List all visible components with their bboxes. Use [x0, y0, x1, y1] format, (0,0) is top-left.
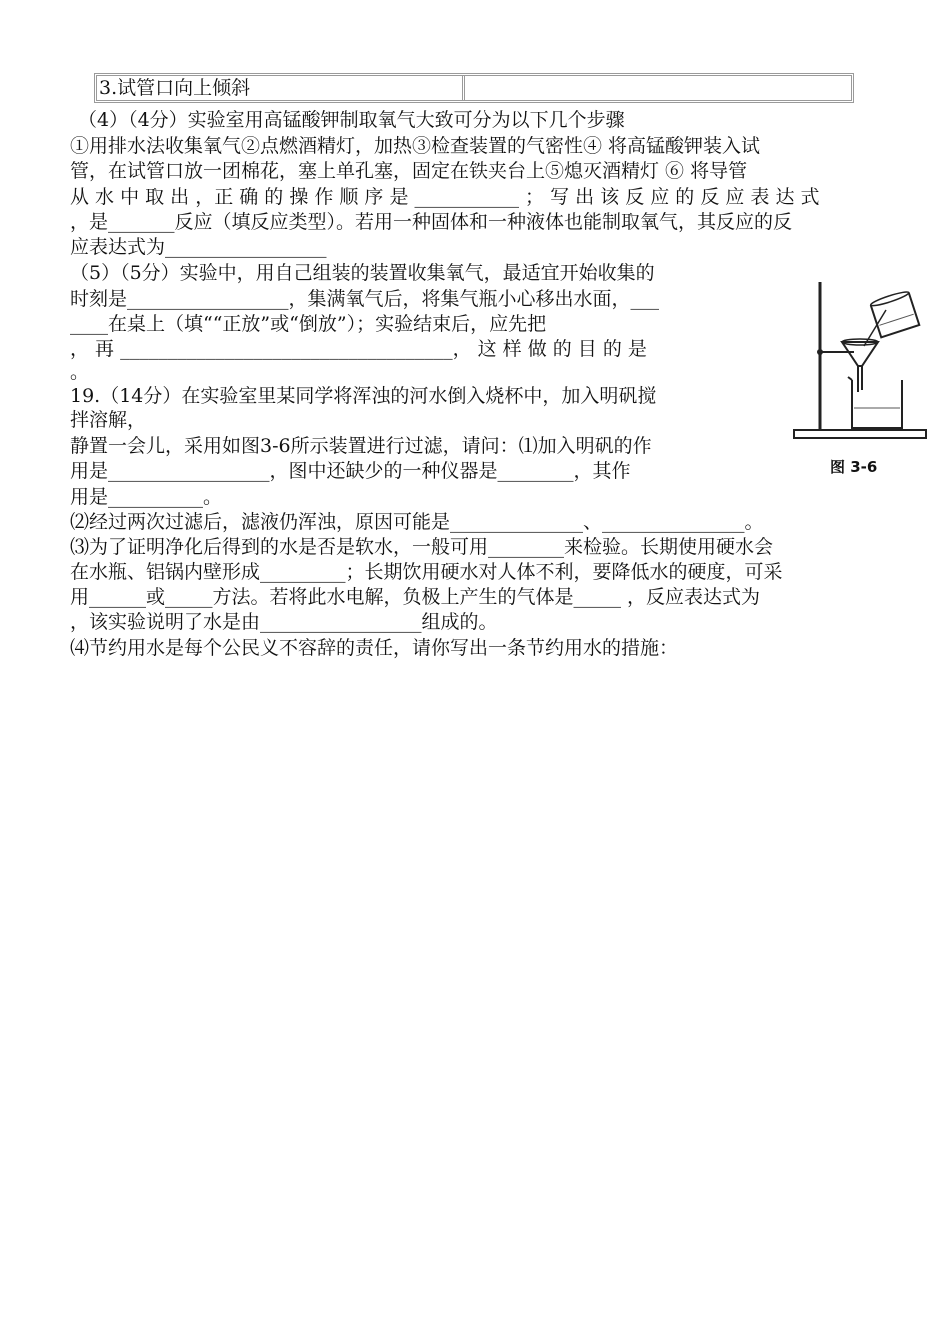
text-line: （5）（5分）实验中，用自己组装的装置收集氧气，最适宜开始收集的 — [70, 262, 655, 284]
text-line: 时刻是_________________，集满氧气后，将集气瓶小心移出水面，___ — [70, 288, 660, 310]
text-line: 用______或_____方法。若将此水电解，负极上产生的气体是_____ ，反应表达式为 — [70, 586, 761, 608]
text-line: 拌溶解， — [70, 409, 147, 431]
text-line: ⑵经过两次过滤后，滤液仍浑浊，原因可能是______________、_______________。 — [70, 511, 764, 533]
text-line: ， 再 ___________________________________， 这 样 做 的 目 的 是 — [70, 338, 647, 360]
text-line: ，该实验说明了水是由_________________组成的。 — [70, 611, 498, 633]
text-line: 应表达式为_________________ — [70, 236, 327, 258]
text-line: 用是_________________，图中还缺少的一种仪器是________，其作 — [70, 460, 631, 482]
text-line: （4）（4分）实验室用高锰酸钾制取氧气大致可分为以下几个步骤 — [78, 109, 625, 131]
text-line: 。 — [70, 361, 90, 383]
text-line: 管，在试管口放一团棉花，塞上单孔塞，固定在铁夹台上⑤熄灭酒精灯 ⑥ 将导管 — [70, 160, 748, 182]
text-line: ⑶为了证明净化后得到的水是否是软水，一般可用________来检验。长期使用硬水会 — [70, 536, 774, 558]
filtration-apparatus-figure — [790, 280, 930, 480]
text-line: 在水瓶、铝锅内壁形成_________；长期饮用硬水对人体不利，要降低水的硬度，可采 — [70, 561, 783, 583]
text-line: 19.（14分）在实验室里某同学将浑浊的河水倒入烧杯中，加入明矾搅 — [70, 385, 657, 407]
table-cell-step: 3.试管口向上倾斜 — [97, 76, 465, 100]
text-line: 用是__________。 — [70, 486, 223, 508]
table-cell-blank — [465, 76, 851, 100]
text-line: 从 水 中 取 出 ，正 确 的 操 作 顺 序 是 ___________ ； 写 出 该 反 应 的 反 应 表 达 式 — [70, 186, 820, 208]
text-line: ⑷节约用水是每个公民义不容辞的责任，请你写出一条节约用水的措施： — [70, 637, 679, 659]
answer-table-row — [94, 73, 854, 103]
text-line: ①用排水法收集氧气②点燃酒精灯，加热③检查装置的气密性④ 将高锰酸钾装入试 — [70, 135, 761, 157]
text-line: 静置一会儿，采用如图3-6所示装置进行过滤，请问：⑴加入明矾的作 — [70, 435, 652, 457]
text-line: ，是_______反应（填反应类型）。若用一种固体和一种液体也能制取氧气，其反应的反 — [70, 211, 793, 233]
text-line: ____在桌上（填““正放”或“倒放”）；实验结束后，应先把 — [70, 313, 547, 335]
figure-caption: 图 3-6 — [830, 458, 878, 476]
